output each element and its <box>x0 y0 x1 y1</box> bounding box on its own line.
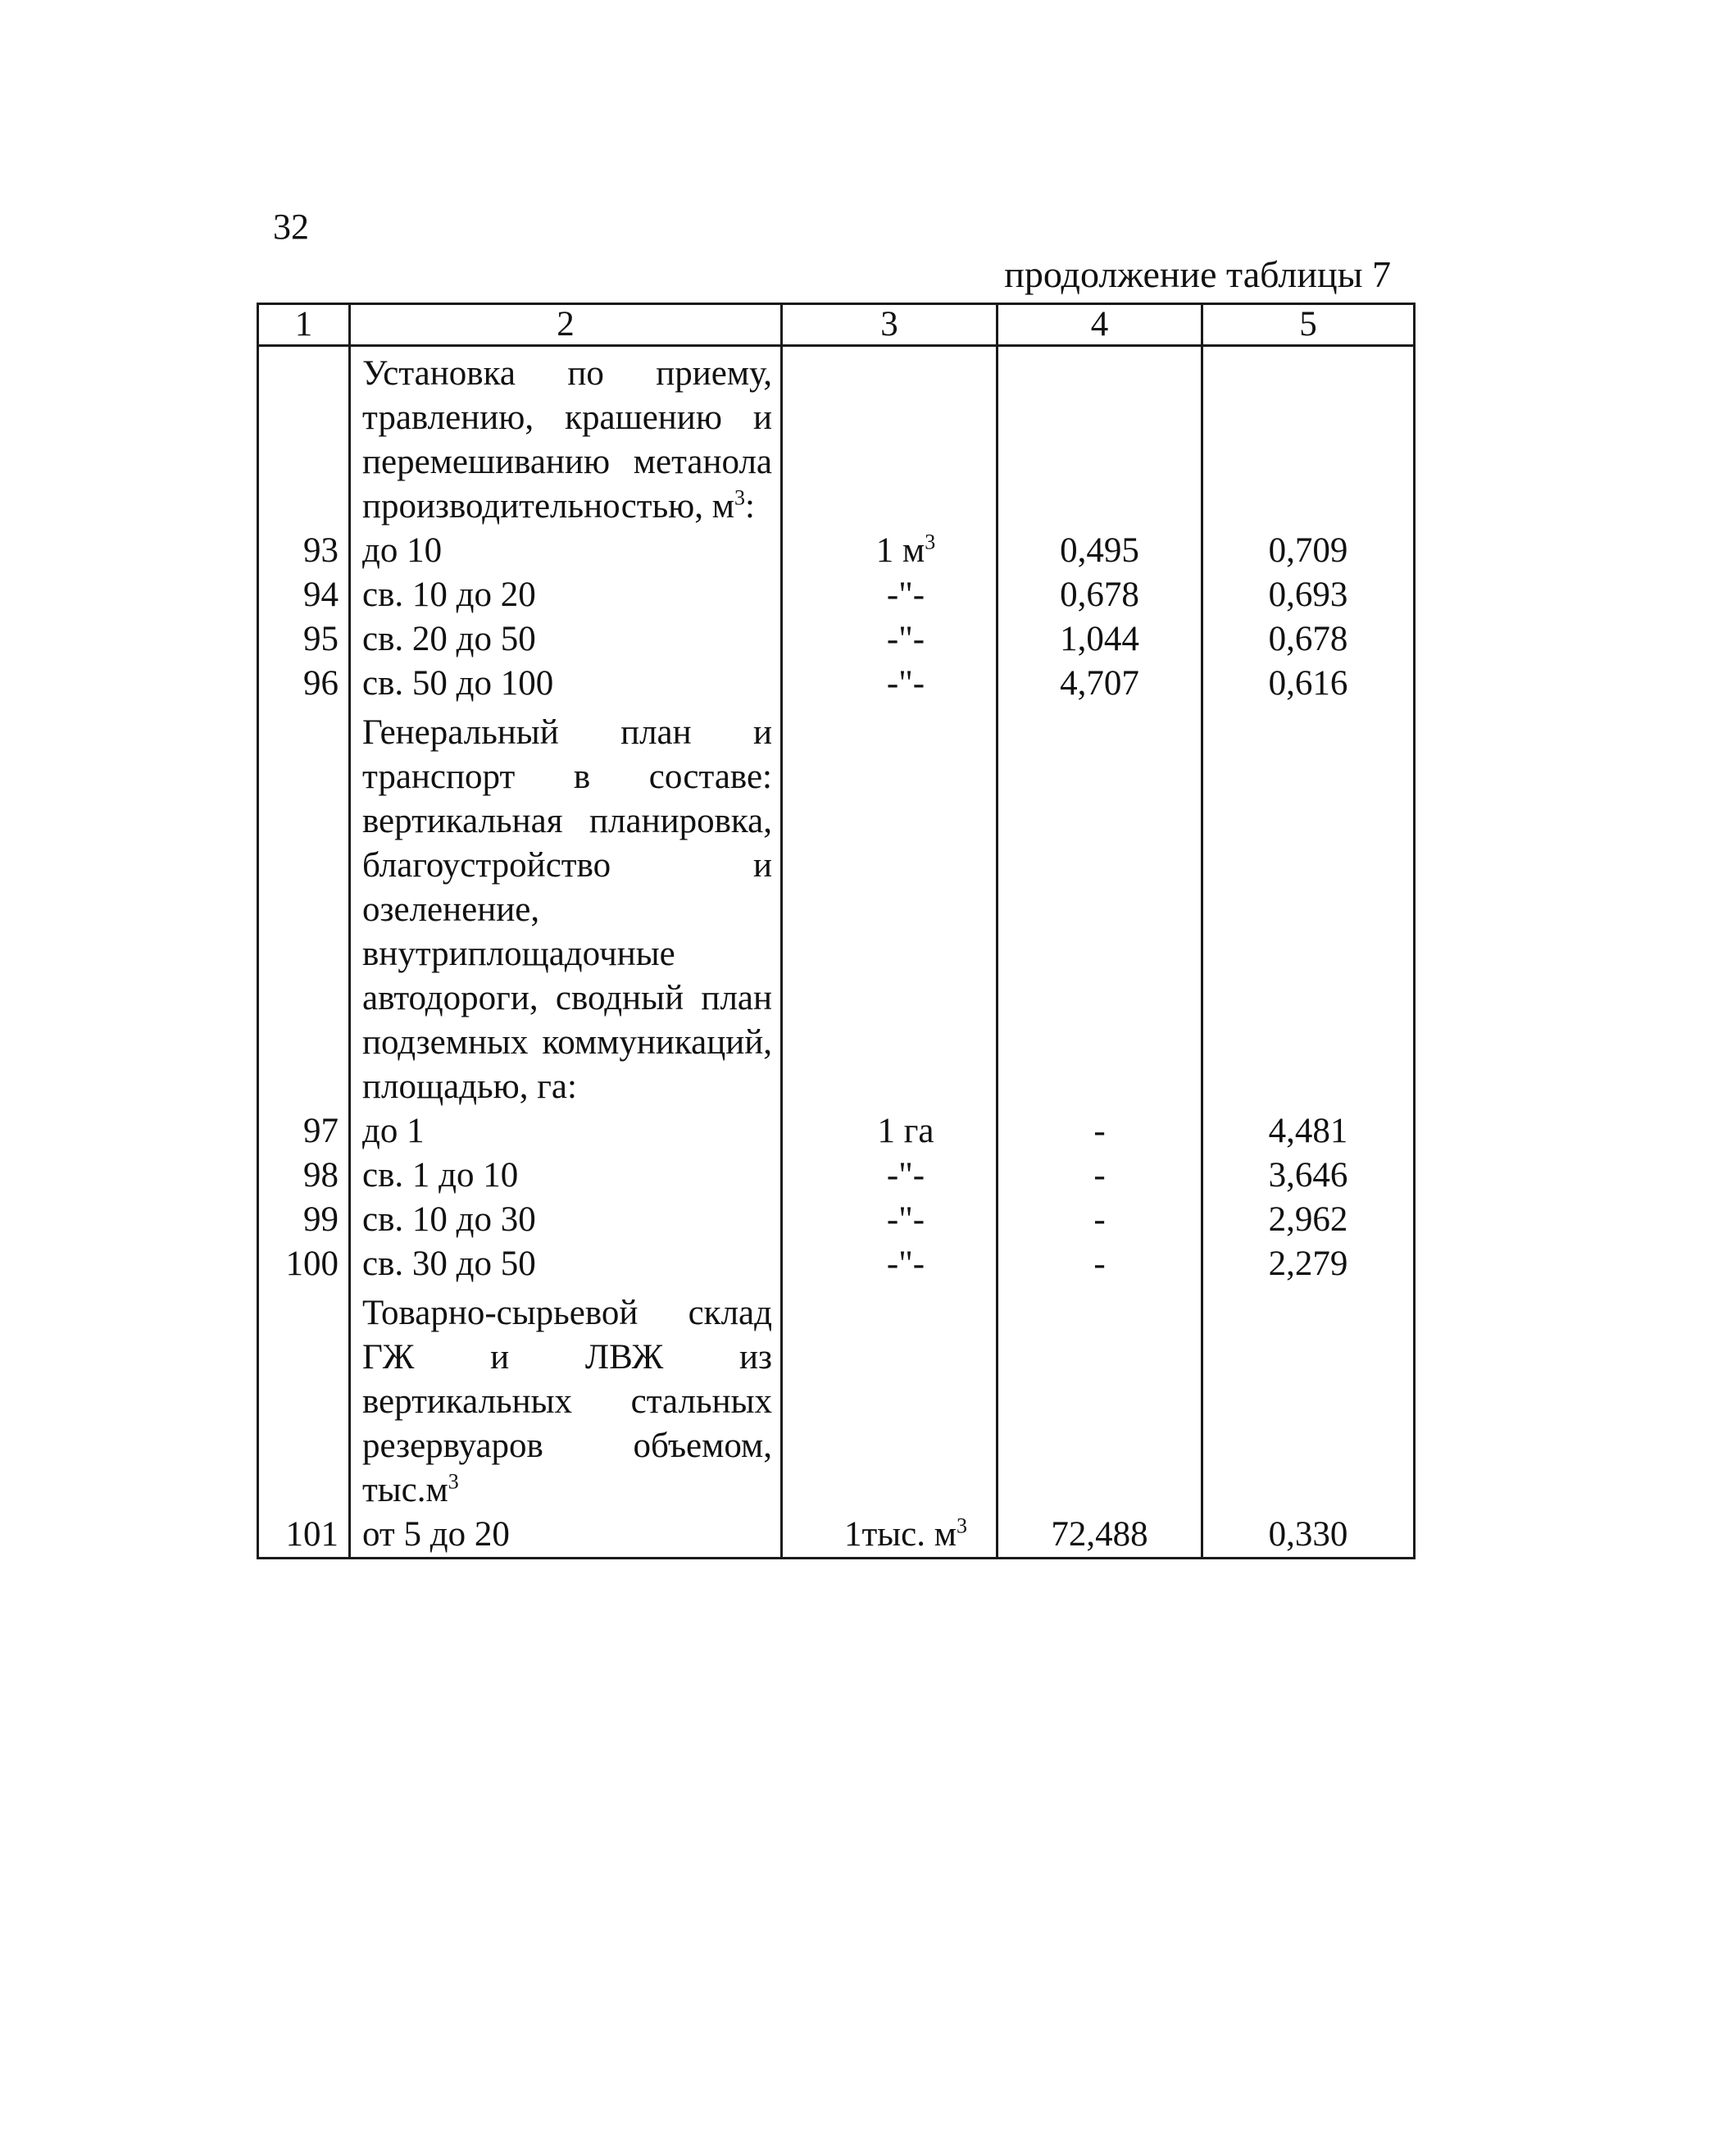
row-number-cell <box>258 1513 350 1559</box>
group-description-cell <box>350 346 782 530</box>
row-number-cell <box>258 529 350 573</box>
value-col4: - <box>1093 1200 1106 1239</box>
group-description: Установка по приему, травлению, крашению и перемешиванию метанола производительностью, м <box>362 354 772 526</box>
row-number-cell <box>258 706 350 1109</box>
row-number-cell <box>258 1154 350 1198</box>
superscript: 3 <box>925 530 936 554</box>
value-col4-cell <box>998 573 1202 617</box>
value-col4-cell <box>998 617 1202 662</box>
unit-cell <box>782 346 998 530</box>
description-cell <box>350 529 782 573</box>
row-number-cell <box>258 573 350 617</box>
column-header: 4 <box>998 304 1202 346</box>
row-number: 94 <box>303 576 339 614</box>
value-col5-cell <box>1202 617 1415 662</box>
description-cell <box>350 573 782 617</box>
value-col5-cell <box>1202 662 1415 706</box>
superscript: 3 <box>956 1513 967 1538</box>
value-col5: 3,646 <box>1268 1156 1348 1195</box>
row-number: 98 <box>303 1156 339 1195</box>
description: св. 1 до 10 <box>362 1156 519 1195</box>
table-body <box>258 346 1415 1559</box>
value-col5: 0,616 <box>1268 664 1348 703</box>
description-cell <box>350 1198 782 1242</box>
table-row <box>258 573 1415 617</box>
group-description-cell <box>350 1286 782 1513</box>
value-col5-cell <box>1202 1513 1415 1559</box>
description-cell <box>350 617 782 662</box>
value-col5-cell <box>1202 1198 1415 1242</box>
unit: -"- <box>886 1200 925 1239</box>
value-col5: 4,481 <box>1268 1112 1348 1150</box>
description: св. 10 до 20 <box>362 576 536 614</box>
table-group-row <box>258 1286 1415 1513</box>
value-col4-cell <box>998 1513 1202 1559</box>
description-cell <box>350 1109 782 1154</box>
row-number-cell <box>258 346 350 530</box>
unit-cell <box>782 529 998 573</box>
value-col5-cell <box>1202 346 1415 530</box>
row-number: 101 <box>285 1515 339 1554</box>
value-col5-cell <box>1202 1154 1415 1198</box>
unit-cell <box>782 1242 998 1286</box>
unit: 1 га <box>877 1112 934 1150</box>
description-cell <box>350 1154 782 1198</box>
value-col5-cell <box>1202 1242 1415 1286</box>
unit: -"- <box>886 1245 925 1283</box>
value-col4: 4,707 <box>1060 664 1139 703</box>
value-col5-cell <box>1202 529 1415 573</box>
description-cell <box>350 1513 782 1559</box>
row-number-cell <box>258 1242 350 1286</box>
unit: 1 м <box>875 531 925 570</box>
value-col4: 1,044 <box>1060 620 1139 658</box>
superscript: 3 <box>734 485 746 510</box>
group-description: Генеральный план и транспорт в составе: вертикальная планировка, благоустройство и озеленение, внутриплощадочные автодороги, сводный план подземных коммуникаций, площадью, га: <box>362 713 772 1106</box>
table-row <box>258 1198 1415 1242</box>
table-group-row <box>258 706 1415 1109</box>
table-row <box>258 617 1415 662</box>
value-col4: - <box>1093 1245 1106 1283</box>
description-cell <box>350 1242 782 1286</box>
unit: -"- <box>886 576 925 614</box>
value-col5: 0,693 <box>1268 576 1348 614</box>
superscript: 3 <box>448 1469 459 1494</box>
description: от 5 до 20 <box>362 1515 510 1554</box>
value-col4-cell <box>998 529 1202 573</box>
row-number: 97 <box>303 1112 339 1150</box>
group-description-cell <box>350 706 782 1109</box>
unit-cell <box>782 662 998 706</box>
value-col4-cell <box>998 346 1202 530</box>
row-number-cell <box>258 617 350 662</box>
page-number: 32 <box>273 207 309 247</box>
description: св. 50 до 100 <box>362 664 554 703</box>
group-description: Товарно-сырьевой склад ГЖ и ЛВЖ из вертикальных стальных резервуаров объемом, тыс.м <box>362 1294 772 1509</box>
value-col4: - <box>1093 1156 1106 1195</box>
description: св. 30 до 50 <box>362 1245 536 1283</box>
unit-cell <box>782 1198 998 1242</box>
value-col4-cell <box>998 706 1202 1109</box>
table-caption: продолжение таблицы 7 <box>1004 253 1391 295</box>
unit-cell <box>782 573 998 617</box>
value-col5: 0,330 <box>1268 1515 1348 1554</box>
table-row <box>258 1109 1415 1154</box>
value-col5-cell <box>1202 706 1415 1109</box>
value-col5: 2,962 <box>1268 1200 1348 1239</box>
value-col4: 0,678 <box>1060 576 1139 614</box>
unit-cell <box>782 1513 998 1559</box>
row-number-cell <box>258 662 350 706</box>
unit: -"- <box>886 1156 925 1195</box>
column-header: 2 <box>350 304 782 346</box>
value-col4-cell <box>998 1109 1202 1154</box>
description: до 1 <box>362 1112 425 1150</box>
unit-cell <box>782 1286 998 1513</box>
unit: -"- <box>886 620 925 658</box>
value-col5-cell <box>1202 573 1415 617</box>
row-number: 100 <box>285 1245 339 1283</box>
row-number: 99 <box>303 1200 339 1239</box>
value-col4: 72,488 <box>1051 1515 1148 1554</box>
value-col4-cell <box>998 1286 1202 1513</box>
description: св. 10 до 30 <box>362 1200 536 1239</box>
row-number-cell <box>258 1198 350 1242</box>
value-col4-cell <box>998 1242 1202 1286</box>
description: до 10 <box>362 531 443 570</box>
unit-cell <box>782 706 998 1109</box>
column-header: 3 <box>782 304 998 346</box>
row-number: 93 <box>303 531 339 570</box>
value-col4-cell <box>998 1198 1202 1242</box>
value-col4-cell <box>998 662 1202 706</box>
value-col5: 2,279 <box>1268 1245 1348 1283</box>
description: св. 20 до 50 <box>362 620 536 658</box>
description-cell <box>350 662 782 706</box>
header-row <box>258 304 1415 346</box>
row-number-cell <box>258 1286 350 1513</box>
value-col5: 0,678 <box>1268 620 1348 658</box>
column-header: 5 <box>1202 304 1415 346</box>
value-col4: - <box>1093 1112 1106 1150</box>
table-row <box>258 1242 1415 1286</box>
value-col5-cell <box>1202 1109 1415 1154</box>
row-number-cell <box>258 1109 350 1154</box>
unit: 1тыс. м <box>844 1515 957 1554</box>
column-header: 1 <box>258 304 350 346</box>
group-description-suffix: : <box>745 487 755 526</box>
row-number: 95 <box>303 620 339 658</box>
table-row <box>258 529 1415 573</box>
unit: -"- <box>886 664 925 703</box>
unit-cell <box>782 617 998 662</box>
row-number: 96 <box>303 664 339 703</box>
unit-cell <box>782 1109 998 1154</box>
data-table <box>257 303 1416 1559</box>
table-row <box>258 662 1415 706</box>
value-col4-cell <box>998 1154 1202 1198</box>
unit-cell <box>782 1154 998 1198</box>
value-col5: 0,709 <box>1268 531 1348 570</box>
table-row <box>258 1154 1415 1198</box>
table-row <box>258 1513 1415 1559</box>
value-col4: 0,495 <box>1060 531 1139 570</box>
table-group-row <box>258 346 1415 530</box>
value-col5-cell <box>1202 1286 1415 1513</box>
